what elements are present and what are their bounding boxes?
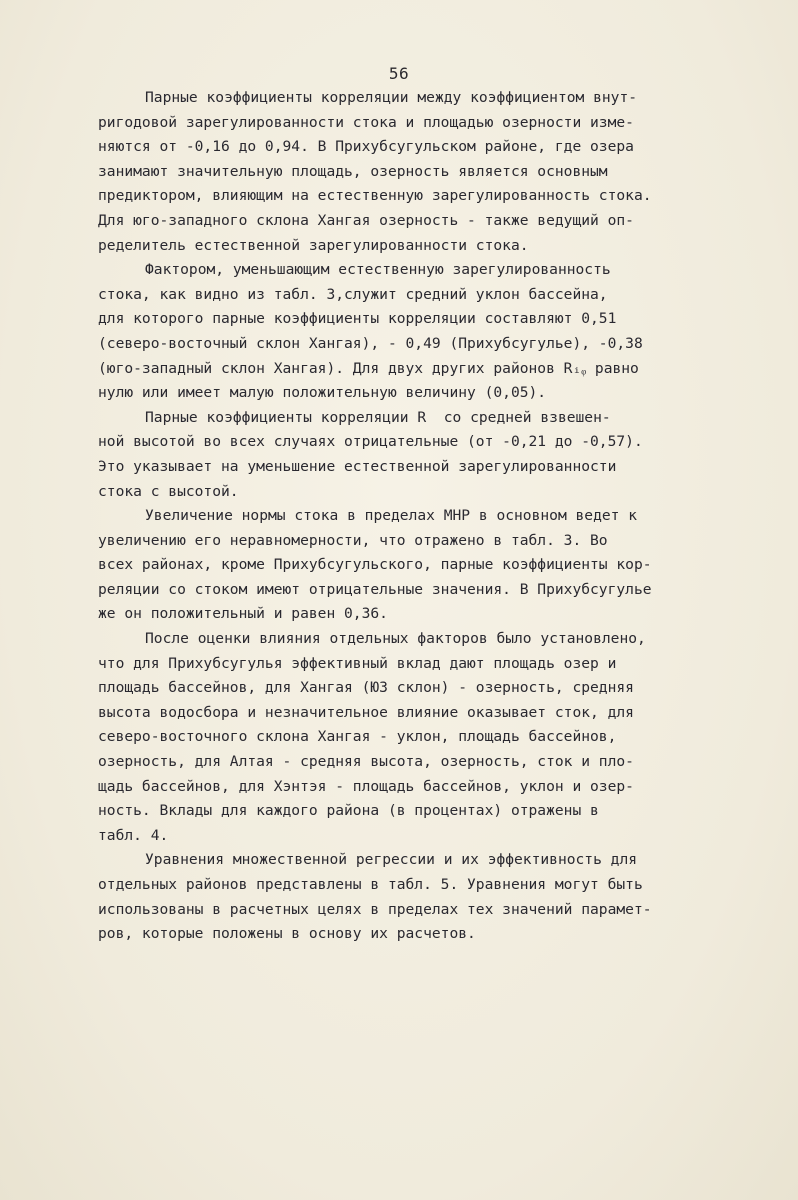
text-line: Уравнения множественной регрессии и их эффективность для (145, 851, 638, 869)
text-line: северо-восточного склона Хангая - уклон, площадь бассейнов, (98, 728, 617, 746)
text-line: щадь бассейнов, для Хэнтэя - площадь бассейнов, уклон и озер- (98, 777, 634, 795)
text-line: няются от -0,16 до 0,94. В Прихубсугульском районе, где озера (98, 138, 634, 156)
text-line: реляции со стоком имеют отрицательные значения. В Прихубсугулье (98, 580, 652, 598)
text-line: ной высотой во всех случаях отрицательные (от -0,21 до -0,57). (98, 433, 643, 451)
body-text (98, 86, 738, 947)
text-line: же он положительный и равен 0,36. (98, 605, 388, 623)
page-number: 56 (388, 64, 410, 83)
text-line: предиктором, влияющим на естественную зарегулированность стока. (98, 187, 652, 205)
text-line: площадь бассейнов, для Хангая (ЮЗ склон) - озерность, средняя (98, 679, 634, 697)
text-line: ределитель естественной зарегулированности стока. (98, 236, 529, 254)
text-line: ность. Вклады для каждого района (в процентах) отражены в (98, 802, 599, 820)
text-line: Это указывает на уменьшение естественной зарегулированности (98, 457, 617, 475)
text-line: для которого парные коэффициенты корреляции составляют 0,51 (98, 310, 617, 328)
text-line: Увеличение нормы стока в пределах МНР в основном ведет к (145, 507, 638, 525)
text-line: табл. 4. (98, 826, 169, 844)
text-line: ригодовой зарегулированности стока и площадью озерности изме- (98, 113, 634, 131)
text-line: (северо-восточный склон Хангая), - 0,49 (Прихубсугулье), -0,38 (98, 334, 643, 352)
text-line: (юго-западный склон Хангая). Для двух других районов Rᵢᵩ равно (98, 359, 639, 377)
text-line: занимают значительную площадь, озерность является основным (98, 162, 608, 180)
text-line: Фактором, уменьшающим естественную зарегулированность (145, 261, 611, 279)
text-line: нулю или имеет малую положительную величину (0,05). (98, 384, 547, 402)
text-line: отдельных районов представлены в табл. 5. Уравнения могут быть (98, 876, 643, 893)
text-line: Парные коэффициенты корреляции между коэффициентом внут- (145, 89, 638, 106)
text-line: ров, которые положены в основу их расчетов. (98, 925, 476, 943)
text-line: После оценки влияния отдельных факторов было установлено, (145, 630, 646, 648)
text-line: стока с высотой. (98, 482, 239, 500)
text-line: всех районах, кроме Прихубсугульского, парные коэффициенты кор- (98, 556, 652, 574)
text-line: что для Прихубсугулья эффективный вклад дают площадь озер и (98, 654, 617, 672)
text-line: увеличению его неравномерности, что отражено в табл. 3. Во (98, 531, 608, 549)
text-line: озерность, для Алтая - средняя высота, озерность, сток и пло- (98, 753, 634, 771)
text-line: Парные коэффициенты корреляции R со средней взвешен- (145, 408, 611, 426)
text-line: Для юго-западного склона Хангая озерность - также ведущий оп- (98, 211, 634, 229)
text-line: стока, как видно из табл. 3,служит средний уклон бассейна, (98, 285, 608, 303)
text-line: использованы в расчетных целях в пределах тех значений парамет- (98, 900, 652, 918)
text-line: высота водосбора и незначительное влияние оказывает сток, для (98, 703, 634, 721)
